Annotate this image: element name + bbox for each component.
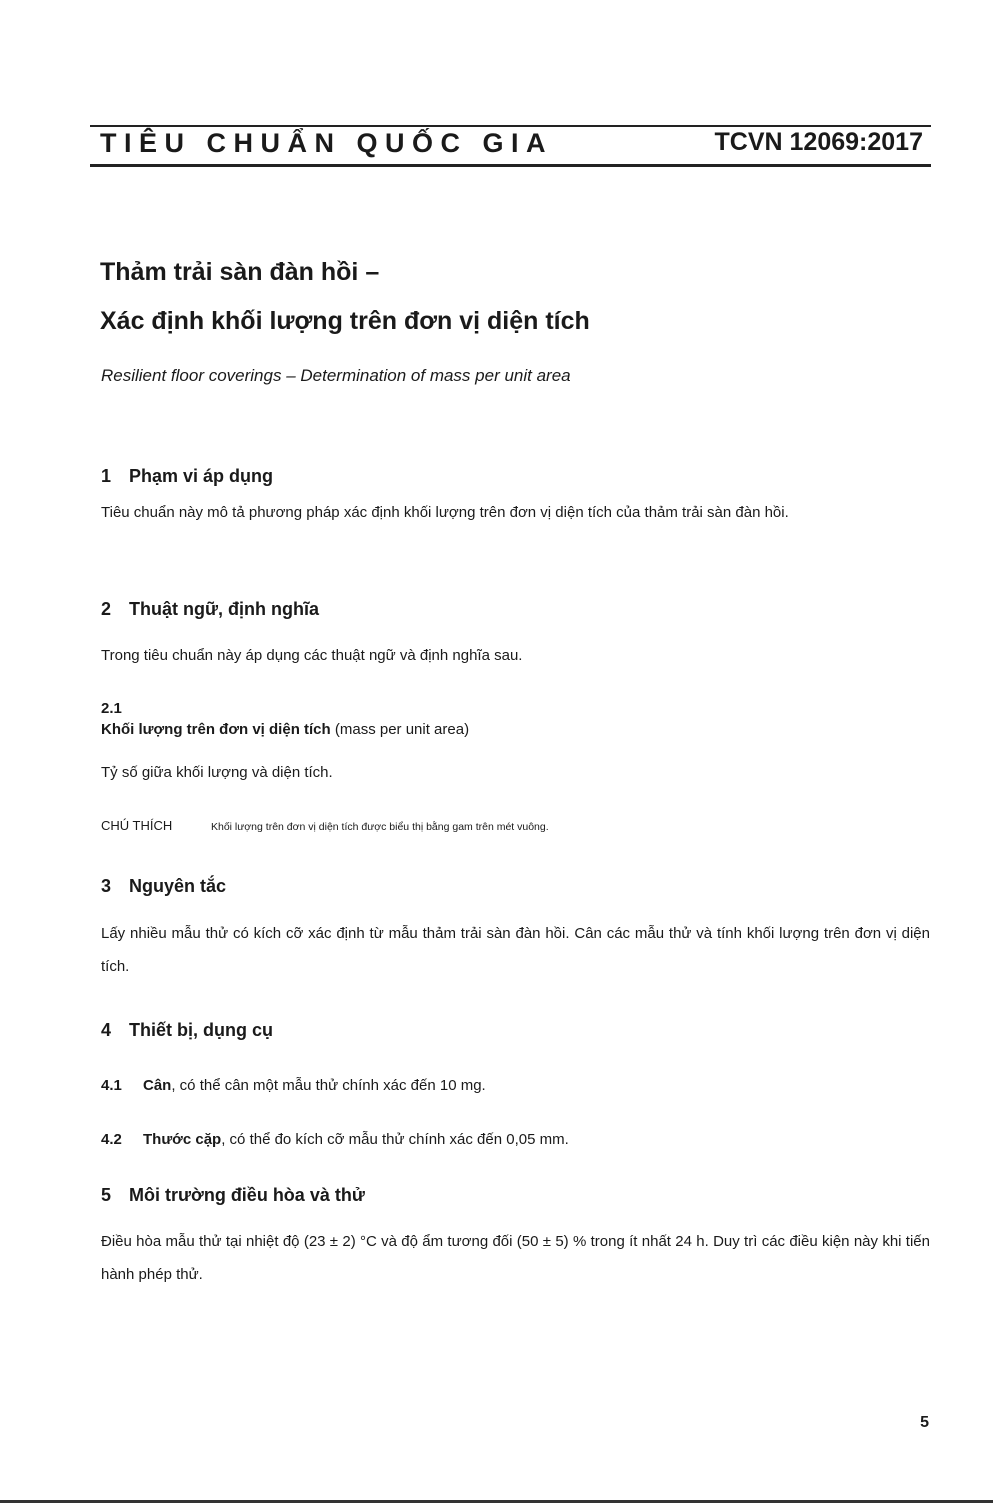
section-title: Nguyên tắc (129, 876, 227, 896)
header-rule-bottom (90, 164, 931, 167)
item-name: Thước cặp (143, 1131, 222, 1148)
item-text: , có thể đo kích cỡ mẫu thử chính xác đến 0,05 mm. (221, 1131, 569, 1148)
section-4-heading (101, 1020, 273, 1041)
section-title: Phạm vi áp dụng (129, 466, 274, 486)
section-2-heading (101, 599, 319, 620)
section-title: Thuật ngữ, định nghĩa (129, 599, 320, 619)
section-3-text: Lấy nhiều mẫu thử có kích cỡ xác định từ mẫu thảm trải sàn đàn hồi. Cân các mẫu thử và tính khối lượng trên đơn vị diện tích. (101, 925, 930, 975)
section-number: 1 (101, 466, 112, 486)
note-label: CHÚ THÍCH (101, 818, 173, 833)
note-text: Khối lượng trên đơn vị diện tích được biểu thị bằng gam trên mét vuông. (211, 821, 549, 833)
section-title: Thiết bị, dụng cụ (129, 1020, 273, 1040)
section-number: 2 (101, 599, 112, 619)
title-line-2: Xác định khối lượng trên đơn vị diện tích (100, 307, 590, 335)
term-note (101, 818, 549, 833)
standard-number: TCVN 12069:2017 (714, 128, 923, 156)
section-5-heading (101, 1185, 365, 1206)
item-name: Cân (143, 1077, 172, 1094)
standard-type-label: TIÊU CHUẨN QUỐC GIA (100, 128, 553, 158)
section-3-heading (101, 876, 226, 897)
section-number: 5 (101, 1185, 112, 1205)
term-english: (mass per unit area) (330, 721, 470, 738)
item-text: , có thể cân một mẫu thử chính xác đến 10 mg. (171, 1077, 486, 1094)
item-4-1 (101, 1077, 486, 1094)
item-number: 4.2 (101, 1131, 122, 1148)
section-5-text: Điều hòa mẫu thử tại nhiệt độ (23 ± 2) °C và độ ẩm tương đối (50 ± 5) % trong ít nhất 24 h. Duy trì các điều kiện này khi tiến hành phép thử. (101, 1233, 930, 1283)
section-1-heading (101, 466, 273, 487)
item-4-2 (101, 1131, 569, 1148)
term-name: Khối lượng trên đơn vị diện tích (101, 721, 331, 738)
title-line-1: Thảm trải sàn đàn hồi – (100, 258, 380, 286)
term-number: 2.1 (101, 700, 122, 717)
term-definition: Tỷ số giữa khối lượng và diện tích. (101, 764, 333, 781)
english-title: Resilient floor coverings – Determination of mass per unit area (101, 366, 571, 385)
term-heading (101, 721, 469, 738)
header-rule-top (90, 125, 931, 127)
section-title: Môi trường điều hòa và thử (129, 1185, 365, 1205)
section-2-text: Trong tiêu chuẩn này áp dụng các thuật ngữ và định nghĩa sau. (101, 647, 523, 664)
page-number: 5 (920, 1414, 929, 1431)
section-number: 3 (101, 876, 112, 896)
section-1-text: Tiêu chuẩn này mô tả phương pháp xác định khối lượng trên đơn vị diện tích của thảm trải sàn đàn hồi. (101, 504, 789, 521)
item-number: 4.1 (101, 1077, 122, 1094)
section-number: 4 (101, 1020, 112, 1040)
